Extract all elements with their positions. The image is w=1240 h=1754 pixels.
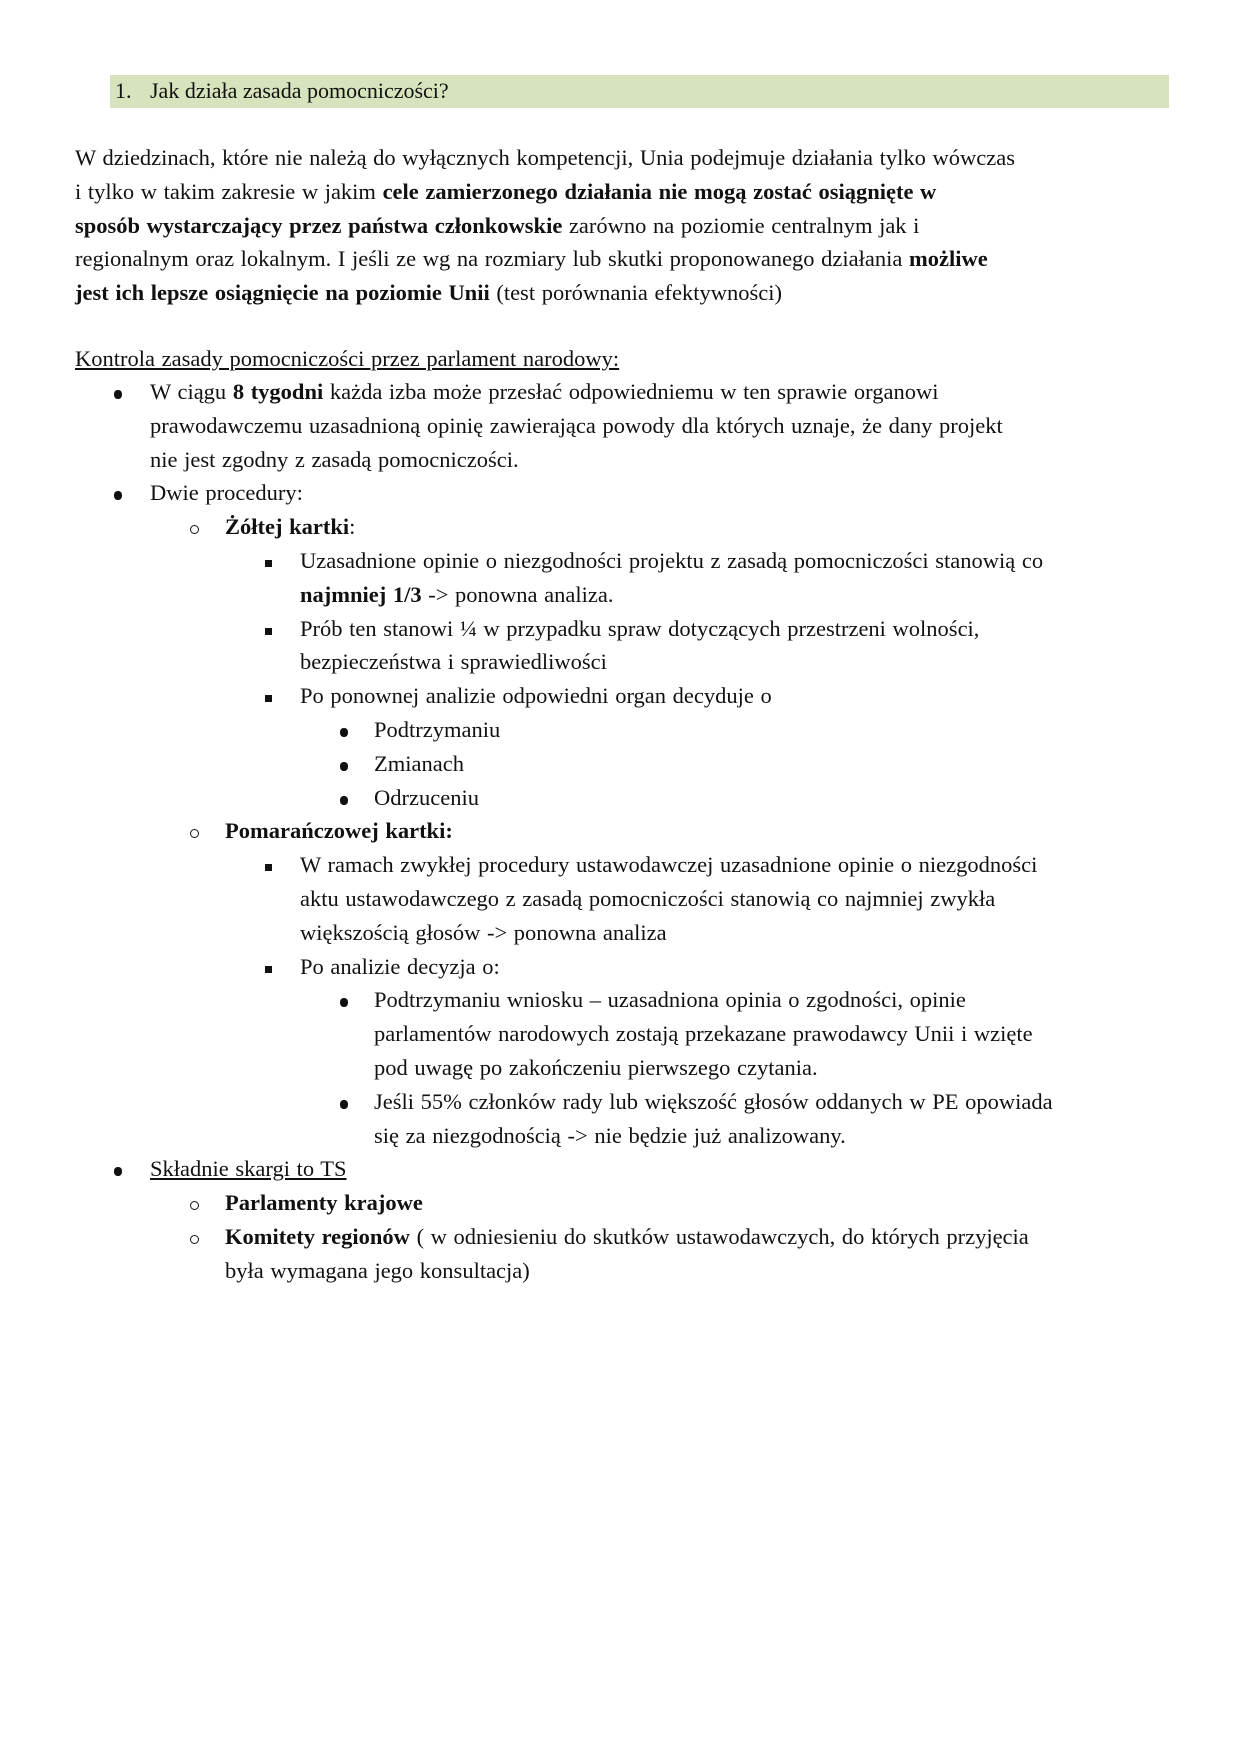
square-bullet-icon bbox=[265, 695, 272, 702]
bullet-bullet-icon bbox=[114, 390, 122, 399]
list-item-line bbox=[374, 1123, 846, 1149]
text-run: aktu ustawodawczego z zasadą pomocniczości stanowią co najmniej zwykła bbox=[300, 886, 996, 911]
paragraph-line bbox=[75, 246, 988, 272]
text-run: -> ponowna analiza. bbox=[421, 581, 614, 607]
list-item-line bbox=[150, 1156, 347, 1182]
circle-bullet-icon bbox=[190, 1201, 199, 1210]
bullet-bullet-icon bbox=[114, 491, 122, 500]
list-item-line bbox=[300, 683, 772, 709]
bold-text: 8 tygodni bbox=[232, 379, 324, 404]
list-item-line bbox=[300, 886, 995, 912]
list-item-line bbox=[150, 413, 1003, 439]
text-run: W ramach zwykłej procedury ustawodawczej uzasadnione opinie o niezgodności bbox=[300, 852, 1038, 878]
bullet-bullet-icon bbox=[340, 728, 348, 737]
list-item-line bbox=[300, 954, 500, 980]
list-item-line bbox=[150, 379, 938, 405]
text-run: Po analizie decyzja o: bbox=[300, 953, 500, 979]
bold-text: Komitety regionów bbox=[225, 1224, 410, 1249]
text-run: Składnie skargi to TS bbox=[150, 1156, 347, 1182]
text-run: (test porównania efektywności) bbox=[489, 280, 782, 306]
text-run: prawodawczemu uzasadnioną opinię zawierająca powody dla których uznaje, że dany projekt bbox=[150, 412, 1003, 438]
list-item-line bbox=[300, 852, 1037, 878]
text-run: Uzasadnione opinie o niezgodności projektu z zasadą pomocniczości stanowią co bbox=[300, 548, 1044, 573]
list-item-line bbox=[150, 447, 519, 473]
text-run: Odrzuceniu bbox=[374, 784, 479, 810]
text-run: Podtrzymaniu wniosku – uzasadniona opinia o zgodności, opinie bbox=[374, 987, 966, 1013]
list-item-line bbox=[300, 582, 614, 608]
list-item-line bbox=[300, 548, 1043, 574]
heading-title: Jak działa zasada pomocniczości? bbox=[150, 78, 449, 103]
text-run: większością głosów -> ponowna analiza bbox=[300, 919, 667, 945]
bold-text: jest ich lepsze osiągnięcie na poziomie Unii bbox=[75, 280, 490, 306]
text-run: : bbox=[349, 514, 356, 540]
list-item-line bbox=[374, 1055, 818, 1081]
square-bullet-icon bbox=[265, 560, 272, 567]
square-bullet-icon bbox=[265, 966, 272, 973]
list-item-line bbox=[225, 1224, 1029, 1250]
list-item-line bbox=[300, 649, 607, 675]
list-item-line bbox=[300, 920, 667, 946]
circle-bullet-icon bbox=[190, 525, 199, 534]
list-item-line bbox=[150, 480, 303, 506]
bullet-bullet-icon bbox=[114, 1167, 122, 1176]
list-item-line bbox=[225, 1258, 530, 1284]
paragraph-line bbox=[75, 145, 1015, 171]
list-item-line bbox=[374, 785, 479, 811]
text-run: Dwie procedury: bbox=[150, 480, 303, 506]
bold-text: Pomarańczowej kartki: bbox=[225, 818, 453, 844]
text-run: pod uwagę po zakończeniu pierwszego czytania. bbox=[374, 1055, 818, 1080]
bold-text: sposób wystarczający przez państwa członkowskie bbox=[75, 212, 563, 238]
circle-bullet-icon bbox=[190, 1235, 199, 1244]
text-run: zarówno na poziomie centralnym jak i bbox=[562, 212, 920, 238]
text-run: Jeśli 55% członków rady lub większość głosów oddanych w PE opowiada bbox=[374, 1088, 1053, 1114]
text-run: W ciągu bbox=[150, 379, 233, 404]
text-run: była wymagana jego konsultacja) bbox=[225, 1257, 530, 1283]
circle-bullet-icon bbox=[190, 829, 199, 838]
bold-text: cele zamierzonego działania nie mogą zostać osiągnięte w bbox=[382, 178, 937, 204]
paragraph-line bbox=[75, 179, 936, 205]
heading-number: 1. bbox=[115, 78, 132, 103]
bullet-bullet-icon bbox=[340, 1100, 348, 1109]
bullet-bullet-icon bbox=[340, 796, 348, 805]
square-bullet-icon bbox=[265, 864, 272, 871]
bold-text: Parlamenty krajowe bbox=[225, 1190, 423, 1216]
list-item-line bbox=[225, 1190, 423, 1216]
bold-text: możliwe bbox=[909, 246, 988, 272]
text-run: parlamentów narodowych zostają przekazane prawodawcy Unii i wzięte bbox=[374, 1021, 1033, 1047]
text-run: Zmianach bbox=[374, 750, 464, 776]
list-item-line bbox=[300, 616, 979, 642]
text-run: się za niezgodnością -> nie będzie już analizowany. bbox=[374, 1122, 846, 1148]
paragraph-line bbox=[75, 213, 919, 239]
list-item-line bbox=[374, 751, 464, 777]
list-item-line bbox=[225, 818, 453, 844]
text-run: regionalnym oraz lokalnym. I jeśli ze wg na rozmiary lub skutki proponowanego działania bbox=[75, 246, 910, 272]
text-run: każda izba może przesłać odpowiedniemu w ten sprawie organowi bbox=[323, 379, 939, 404]
paragraph-line bbox=[75, 280, 782, 306]
bullet-bullet-icon bbox=[340, 998, 348, 1007]
list-item-line bbox=[374, 717, 500, 743]
text-run: Prób ten stanowi ¼ w przypadku spraw dotyczących przestrzeni wolności, bbox=[300, 615, 980, 641]
bullet-bullet-icon bbox=[340, 762, 348, 771]
text-run: Po ponownej analizie odpowiedni organ decyduje o bbox=[300, 683, 772, 709]
section-title: Kontrola zasady pomocniczości przez parlament narodowy: bbox=[75, 346, 620, 371]
list-item-line bbox=[374, 987, 966, 1013]
text-run: bezpieczeństwa i sprawiedliwości bbox=[300, 649, 607, 675]
bold-text: Żółtej kartki bbox=[225, 514, 350, 540]
list-item-line bbox=[374, 1021, 1033, 1047]
text-run: nie jest zgodny z zasadą pomocniczości. bbox=[150, 446, 519, 472]
bold-text: najmniej 1/3 bbox=[300, 581, 422, 607]
text-run: ( w odniesieniu do skutków ustawodawczych, do których przyjęcia bbox=[409, 1224, 1029, 1249]
text-run: W dziedzinach, które nie należą do wyłącznych kompetencji, Unia podejmuje działania tylko wówczas bbox=[75, 145, 1015, 170]
text-run: i tylko w takim zakresie w jakim bbox=[75, 178, 383, 204]
text-run: Podtrzymaniu bbox=[374, 717, 501, 742]
list-item-line bbox=[225, 514, 355, 540]
square-bullet-icon bbox=[265, 628, 272, 635]
list-item-line bbox=[374, 1089, 1053, 1115]
